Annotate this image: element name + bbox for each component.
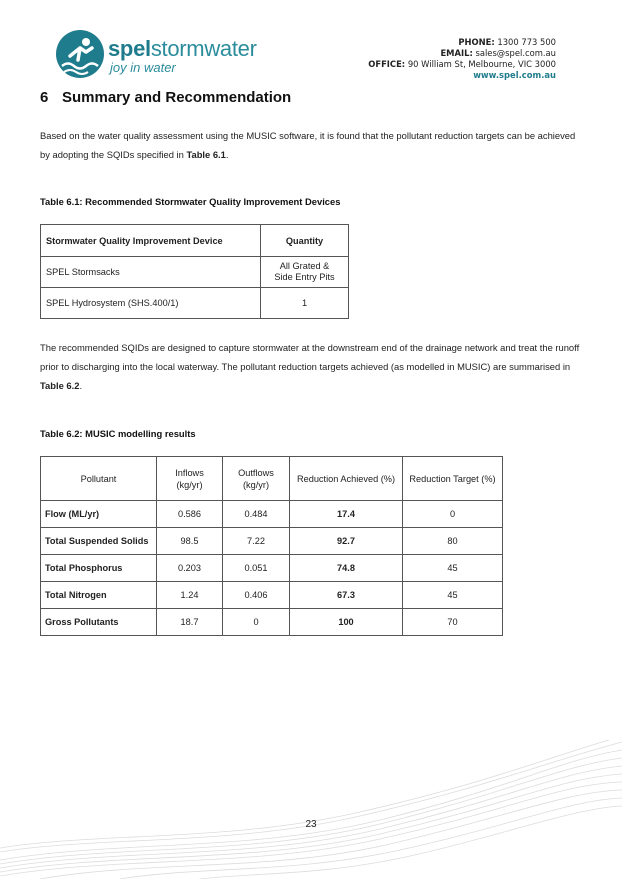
contact-office: OFFICE: 90 William St, Melbourne, VIC 3000 (368, 59, 556, 69)
logo-wordmark: spelstormwater (108, 36, 257, 61)
quantity-cell: 1 (261, 288, 349, 319)
pollutant-cell: Gross Pollutants (41, 609, 157, 636)
table-reference: Table 6.1 (186, 149, 226, 160)
table-header-row (41, 457, 503, 501)
outflows-cell: 0.484 (223, 501, 290, 528)
table-row (41, 501, 503, 528)
pollutant-cell: Total Suspended Solids (41, 528, 157, 555)
music-results-table (40, 456, 503, 636)
inflows-cell: 0.586 (157, 501, 223, 528)
inflows-cell: 1.24 (157, 582, 223, 609)
achieved-cell: 67.3 (290, 582, 403, 609)
outflows-cell: 0.406 (223, 582, 290, 609)
column-header: Stormwater Quality Improvement Device (41, 225, 261, 257)
table1-caption: Table 6.1: Recommended Stormwater Quality Improvement Devices (40, 196, 341, 207)
pollutant-cell: Flow (ML/yr) (41, 501, 157, 528)
table-row (41, 609, 503, 636)
achieved-cell: 17.4 (290, 501, 403, 528)
quantity-cell: All Grated & Side Entry Pits (261, 257, 349, 288)
table-row (41, 257, 349, 288)
achieved-cell: 74.8 (290, 555, 403, 582)
summary-paragraph: The recommended SQIDs are designed to capture stormwater at the downstream end of the drainage network and treat the runoff prior to discharging into the local waterway. The pollutant reduction targets achieved (as modelled in MUSIC) are summarised in Table 6.2. (40, 342, 580, 391)
contact-website[interactable]: www.spel.com.au (473, 70, 556, 80)
column-header: Reduction Target (%) (403, 457, 503, 501)
device-cell: SPEL Stormsacks (41, 257, 261, 288)
footer-wave-decoration (0, 740, 622, 879)
contact-block (368, 37, 556, 81)
pollutant-cell: Total Phosphorus (41, 555, 157, 582)
table-row (41, 555, 503, 582)
contact-email: EMAIL: sales@spel.com.au (440, 48, 556, 58)
section-heading: 6 Summary and Recommendation (40, 89, 292, 106)
device-cell: SPEL Hydrosystem (SHS.400/1) (41, 288, 261, 319)
page-number: 23 (305, 819, 317, 830)
sqid-table (40, 224, 349, 319)
target-cell: 45 (403, 555, 503, 582)
table-row (41, 528, 503, 555)
target-cell: 0 (403, 501, 503, 528)
logo-swimmer-icon (56, 30, 104, 78)
achieved-cell: 100 (290, 609, 403, 636)
company-logo (56, 30, 256, 82)
inflows-cell: 18.7 (157, 609, 223, 636)
achieved-cell: 92.7 (290, 528, 403, 555)
outflows-cell: 7.22 (223, 528, 290, 555)
target-cell: 70 (403, 609, 503, 636)
column-header: Inflows (kg/yr) (157, 457, 223, 501)
table-row (41, 582, 503, 609)
column-header: Quantity (261, 225, 349, 257)
table-row (41, 288, 349, 319)
table-header-row (41, 225, 349, 257)
column-header: Outflows (kg/yr) (223, 457, 290, 501)
column-header: Pollutant (41, 457, 157, 501)
intro-paragraph: Based on the water quality assessment using the MUSIC software, it is found that the pollutant reduction targets can be achieved by adopting the SQIDs specified in Table 6.1. (40, 130, 576, 160)
target-cell: 80 (403, 528, 503, 555)
inflows-cell: 98.5 (157, 528, 223, 555)
pollutant-cell: Total Nitrogen (41, 582, 157, 609)
column-header: Reduction Achieved (%) (290, 457, 403, 501)
inflows-cell: 0.203 (157, 555, 223, 582)
table2-caption: Table 6.2: MUSIC modelling results (40, 428, 196, 439)
outflows-cell: 0.051 (223, 555, 290, 582)
outflows-cell: 0 (223, 609, 290, 636)
logo-tagline: joy in water (110, 60, 176, 75)
contact-phone: PHONE: 1300 773 500 (458, 37, 556, 47)
table-reference: Table 6.2 (40, 380, 80, 391)
target-cell: 45 (403, 582, 503, 609)
